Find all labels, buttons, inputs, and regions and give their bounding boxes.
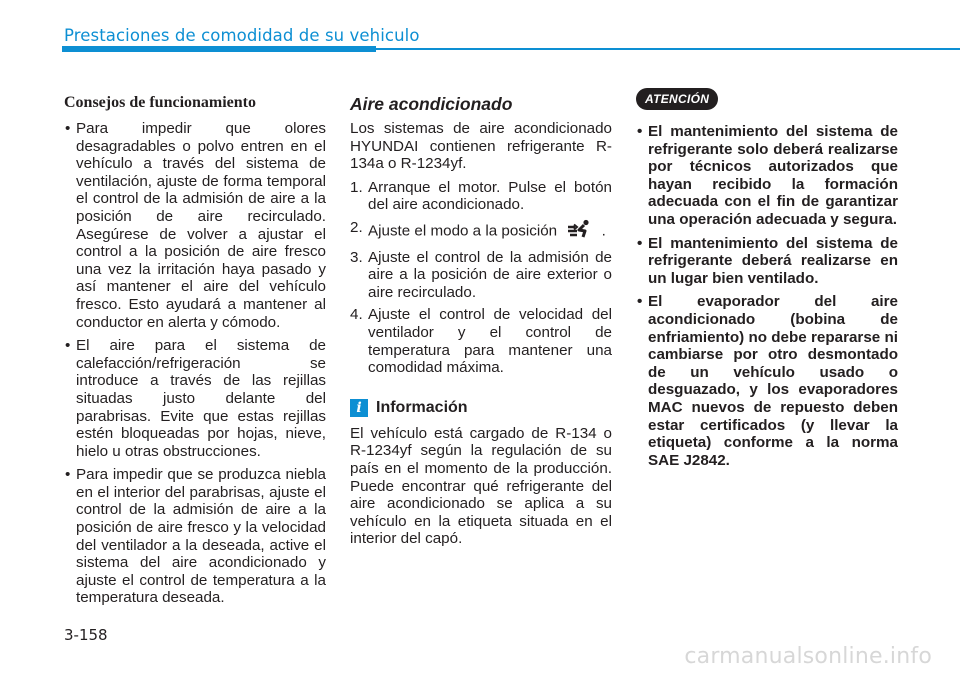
- info-heading: [350, 399, 612, 417]
- step-number: 3.: [350, 248, 363, 266]
- list-item: • Para impedir que se produzca niebla en el interior del parabrisas, ajuste el control de la admisión de aire a la posición de aire fresco y la velocidad del ventilador a la deseada, active el sistema del aire acondicionado y ajuste el control de temperatura a la temperatura deseada.: [64, 466, 326, 607]
- ac-heading: Aire acondicionado: [350, 94, 513, 114]
- page-number: 3-158: [64, 626, 108, 644]
- header-rule-thin: [376, 48, 960, 50]
- caution-list: [636, 123, 898, 469]
- step-item: [350, 179, 612, 214]
- step-text-before: Ajuste el modo a la posición: [368, 222, 558, 240]
- step-text: Ajuste el control de la admisión de aire a la posición de aire exterior o aire recirculado.: [368, 248, 612, 301]
- ac-intro: Los sistemas de aire acondicionado HYUNDAI contienen refrigerante R-134a o R-1234yf.: [350, 120, 612, 173]
- info-title: Información: [376, 398, 468, 416]
- step-text: Arranque el motor. Pulse el botón del aire acondicionado.: [368, 178, 612, 214]
- tips-list: [64, 120, 326, 607]
- header-rule-thick: [62, 46, 376, 52]
- watermark: carmanualsonline.info: [684, 644, 932, 669]
- step-number: 2.: [350, 218, 363, 236]
- list-item: • El mantenimiento del sistema de refrigerante deberá realizarse en un lugar bien ventilado.: [636, 235, 898, 288]
- info-icon: i: [350, 399, 368, 417]
- step-number: 4.: [350, 306, 363, 324]
- caution-badge: ATENCIÓN: [636, 88, 718, 110]
- list-item: • Para impedir que olores desagradables o polvo entren en el vehículo a través del sistema de ventilación, ajuste de forma temporal el control de la admisión de aire a la posición de aire recirculado. Asegúrese de volver a ajustar el control a la posición de aire fresco una vez la irritación haya pasado y así mantener el aire del vehículo fresco. Esto ayudará a mantener al conductor en alerta y cómodo.: [64, 120, 326, 331]
- column-middle: [350, 94, 612, 554]
- step-item: [350, 249, 612, 302]
- step-number: 1.: [350, 178, 363, 196]
- info-text: El vehículo está cargado de R-134 o R-1234yf según la regulación de su país en el momento de la producción. Puede encontrar qué refrigerante del aire acondicionado se aplica a su vehículo en la etiqueta situada en el interior del capó.: [350, 424, 612, 548]
- step-text: [368, 219, 612, 244]
- step-text-after: .: [601, 222, 606, 240]
- column-left: [64, 94, 326, 613]
- step-item: [350, 306, 612, 376]
- ac-steps: [350, 179, 612, 377]
- floor-mode-icon: [565, 219, 591, 244]
- section-title: Prestaciones de comodidad de su vehiculo: [64, 26, 420, 45]
- column-right: [636, 88, 898, 475]
- list-item: • El mantenimiento del sistema de refrigerante solo deberá realizarse por técnicos autorizados que hayan recibido la formación adecuada con el fin de garantizar una operación adecuada y segura.: [636, 123, 898, 229]
- step-text: Ajuste el control de velocidad del ventilador y el control de temperatura para mantener una comodidad máxima.: [368, 306, 612, 377]
- list-item: • El evaporador del aire acondicionado (bobina de enfriamiento) no debe repararse ni cambiarse por otro desmontado de un vehículo usado o desguazado, y los evaporadores MAC nuevos de repuesto deben estar certificados (y llevar la etiqueta) conforme a la norma SAE J2842.: [636, 293, 898, 469]
- list-item: • El aire para el sistema de calefacción/refrigeración se introduce a través de las rejillas situadas justo delante del parabrisas. Evite que estas rejillas estén bloqueadas por hojas, nieve, hielo u otras obstrucciones.: [64, 337, 326, 460]
- tips-heading: Consejos de funcionamiento: [64, 94, 257, 111]
- step-item: [350, 219, 612, 244]
